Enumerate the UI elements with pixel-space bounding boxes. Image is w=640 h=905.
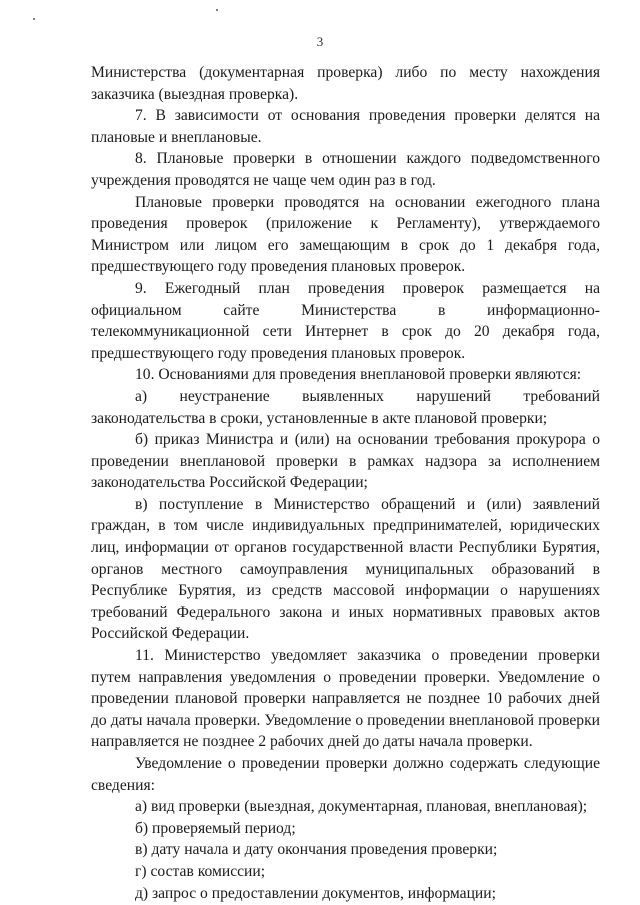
scan-speck: [216, 9, 218, 11]
paragraph-11: 11. Министерство уведомляет заказчика о проведении проверки путем направления уведомления о проведении проверки. Уведомление о проведении плановой проверки направляется не позднее 10 рабочих дней до даты начала проверки. Уведомление о проведении внеплановой проверки направляется не позднее 2 рабочих дней до даты начала проверки.: [91, 647, 600, 751]
list-item-g: г) состав комиссии;: [135, 862, 266, 880]
paragraph-7: 7. В зависимости от основания проведения проверки делятся на плановые и внеплановые.: [91, 107, 600, 146]
list-item-v: в) поступление в Министерство обращений и (или) заявлений граждан, в том числе индивидуальных предпринимателей, юридических лиц, информации от органов государственной власти Республики Бурятия, органов местного самоуправления муниципальных образований в Республике Бурятия, из средств массовой информации о нарушениях требований Федерального закона и иных нормативных правовых актов Российской Федерации.: [91, 495, 600, 643]
scan-speck: [33, 18, 35, 20]
list-item-b: б) проверяемый период;: [135, 819, 296, 837]
document-body: [91, 62, 600, 904]
list-item-a: а) вид проверки (выездная, документарная, плановая, внеплановая);: [135, 798, 588, 816]
page-number: 3: [316, 34, 324, 49]
paragraph-8: 8. Плановые проверки в отношении каждого подведомственного учреждения проводятся не чаще чем один раз в год.: [91, 150, 600, 189]
paragraph-10: 10. Основаниями для проведения внеплановой проверки являются:: [135, 366, 582, 384]
list-item-d: д) запрос о предоставлении документов, информации;: [135, 884, 496, 902]
paragraph: Министерства (документарная проверка) либо по месту нахождения заказчика (выездная проверка).: [91, 64, 600, 103]
paragraph: Плановые проверки проводятся на основании ежегодного плана проведения проверок (приложение к Регламенту), утверждаемого Министром или лицом его замещающим в срок до 1 декабря года, предшествующего году проведения плановых проверок.: [91, 193, 600, 276]
paragraph-9: 9. Ежегодный план проведения проверок размещается на официальном сайте Министерства в информационно-телекоммуникационной сети Интернет в срок до 20 декабря года, предшествующего году проведения плановых проверок.: [91, 279, 600, 362]
list-item-a: а) неустранение выявленных нарушений требований законодательства в сроки, установленные в акте плановой проверки;: [91, 387, 600, 427]
paragraph: Уведомление о проведении проверки должно содержать следующие сведения:: [91, 755, 600, 794]
list-item-b: б) приказ Министра и (или) на основании требования прокурора о проведении внеплановой проверки в рамках надзора за исполнением законодательства Российской Федерации;: [91, 431, 600, 492]
list-item-v: в) дату начала и дату окончания проведения проверки;: [135, 841, 498, 859]
